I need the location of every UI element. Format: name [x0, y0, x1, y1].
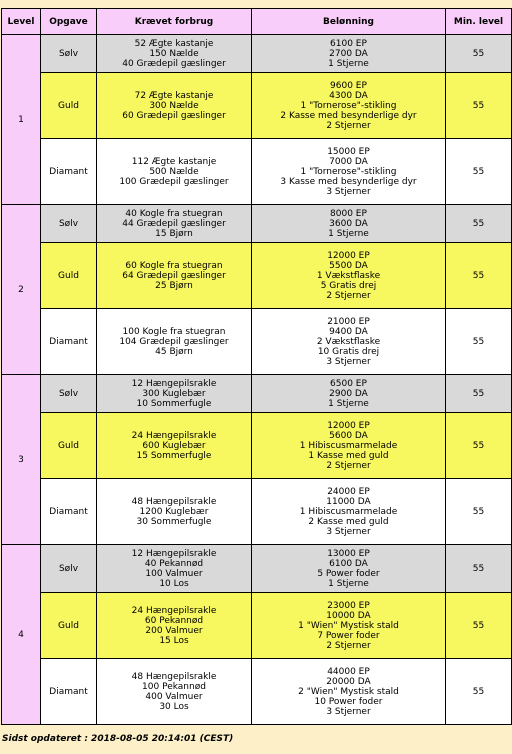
- reward-cell-line: 3 Stjerner: [326, 186, 371, 197]
- min-level-cell: 55: [446, 73, 512, 139]
- reward-cell-line: 1 Vækstflaske: [316, 270, 381, 281]
- required-cell: [97, 35, 252, 73]
- required-cell-line: 60 Grædepil gæslinger: [122, 110, 226, 121]
- table-header: [2, 9, 512, 35]
- reward-cell-line: 1 Stjerne: [328, 58, 369, 69]
- level-cell: 1: [2, 35, 41, 205]
- required-cell-line: 100 Kogle fra stuegran: [122, 326, 226, 337]
- required-cell-line: 24 Hængepilsrakle: [131, 605, 217, 616]
- reward-cell-line: 1 "Wien" Mystisk stald: [298, 620, 399, 631]
- required-cell-line: 60 Pekannød: [144, 615, 204, 626]
- min-level-cell: 55: [446, 205, 512, 243]
- reward-cell-line: 10 Gratis drej: [317, 346, 380, 357]
- required-cell: [97, 659, 252, 725]
- required-cell: [97, 205, 252, 243]
- required-cell: [97, 413, 252, 479]
- reward-cell-line: 1 "Tornerose"-stikling: [300, 166, 397, 177]
- min-level-cell: 55: [446, 545, 512, 593]
- reward-cell-line: 9400 DA: [329, 326, 368, 337]
- reward-cell-line: 2900 DA: [329, 388, 368, 399]
- reward-cell: [252, 413, 446, 479]
- reward-cell-line: 10000 DA: [326, 610, 371, 621]
- required-cell-line: 100 Grædepil gæslinger: [119, 176, 229, 187]
- min-level-cell: 55: [446, 659, 512, 725]
- table-row: [2, 659, 512, 725]
- reward-cell: [252, 73, 446, 139]
- reward-cell: [252, 309, 446, 375]
- reward-cell-line: 2 Stjerner: [326, 460, 371, 471]
- table-row: [2, 545, 512, 593]
- required-cell-line: 300 Kuglebær: [142, 388, 206, 399]
- task-type-cell: Diamant: [41, 479, 97, 545]
- reward-cell: [252, 139, 446, 205]
- required-cell-line: 12 Hængepilsrakle: [131, 378, 217, 389]
- reward-cell-line: 2 "Wien" Mystisk stald: [298, 686, 399, 697]
- reward-cell-line: 5600 DA: [329, 430, 368, 441]
- required-cell: [97, 139, 252, 205]
- table-row: [2, 243, 512, 309]
- reward-cell-line: 2 Stjerner: [326, 640, 371, 651]
- reward-cell-line: 1 Hibiscusmarmelade: [299, 506, 398, 517]
- required-cell-line: 15 Sommerfugle: [136, 450, 212, 461]
- reward-cell-line: 9600 EP: [330, 80, 367, 91]
- last-updated-text: Sidst opdateret : 2018-08-05 20:14:01 (CEST): [2, 734, 234, 744]
- reward-cell-line: 2 Stjerner: [326, 120, 371, 131]
- col-header-reward: Belønning: [252, 9, 446, 35]
- required-cell-line: 30 Los: [159, 701, 189, 712]
- reward-cell-line: 2 Kasse med besynderlige dyr: [280, 110, 417, 121]
- reward-cell-line: 20000 DA: [326, 676, 371, 687]
- required-cell-line: 24 Hængepilsrakle: [131, 430, 217, 441]
- reward-cell: [252, 659, 446, 725]
- required-cell-line: 200 Valmuer: [145, 625, 203, 636]
- required-cell-line: 1200 Kuglebær: [139, 506, 209, 517]
- required-cell: [97, 375, 252, 413]
- required-cell-line: 60 Kogle fra stuegran: [125, 260, 223, 271]
- required-cell-line: 500 Nælde: [149, 166, 199, 177]
- required-cell-line: 112 Ægte kastanje: [131, 156, 217, 167]
- reward-cell-line: 12000 EP: [327, 250, 370, 261]
- col-header-level: Level: [2, 9, 41, 35]
- task-type-cell: Guld: [41, 413, 97, 479]
- required-cell-line: 44 Grædepil gæslinger: [122, 218, 226, 229]
- reward-cell: [252, 205, 446, 243]
- task-type-cell: Diamant: [41, 309, 97, 375]
- required-cell-line: 52 Ægte kastanje: [134, 38, 214, 49]
- min-level-cell: 55: [446, 35, 512, 73]
- required-cell-line: 48 Hængepilsrakle: [131, 496, 217, 507]
- min-level-cell: 55: [446, 243, 512, 309]
- table-row: [2, 479, 512, 545]
- reward-cell: [252, 243, 446, 309]
- reward-cell-line: 21000 EP: [327, 316, 370, 327]
- reward-cell-line: 3600 DA: [329, 218, 368, 229]
- reward-cell-line: 10 Power foder: [314, 696, 383, 707]
- level-cell: 4: [2, 545, 41, 725]
- reward-cell: [252, 593, 446, 659]
- required-cell-line: 40 Kogle fra stuegran: [125, 208, 223, 219]
- reward-cell-line: 5 Power foder: [317, 568, 380, 579]
- required-cell: [97, 243, 252, 309]
- reward-cell-line: 7 Power foder: [317, 630, 380, 641]
- col-header-task: Opgave: [41, 9, 97, 35]
- reward-cell-line: 5 Gratis drej: [320, 280, 377, 291]
- task-table: [1, 8, 512, 725]
- required-cell-line: 40 Grædepil gæslinger: [122, 58, 226, 69]
- table-row: [2, 73, 512, 139]
- required-cell: [97, 309, 252, 375]
- reward-cell-line: 8000 EP: [330, 208, 367, 219]
- table-row: [2, 139, 512, 205]
- reward-cell-line: 13000 EP: [327, 548, 370, 559]
- min-level-cell: 55: [446, 593, 512, 659]
- reward-cell-line: 3 Kasse med besynderlige dyr: [280, 176, 417, 187]
- reward-cell-line: 2 Kasse med guld: [308, 516, 389, 527]
- required-cell: [97, 593, 252, 659]
- reward-cell: [252, 545, 446, 593]
- table-row: [2, 205, 512, 243]
- table-row: [2, 413, 512, 479]
- reward-cell-line: 1 "Tornerose"-stikling: [300, 100, 397, 111]
- task-type-cell: Diamant: [41, 659, 97, 725]
- reward-cell-line: 24000 EP: [327, 486, 370, 497]
- required-cell-line: 25 Bjørn: [155, 280, 193, 291]
- required-cell: [97, 545, 252, 593]
- reward-cell-line: 2 Vækstflaske: [316, 336, 381, 347]
- reward-cell-line: 3 Stjerner: [326, 526, 371, 537]
- min-level-cell: 55: [446, 479, 512, 545]
- required-cell-line: 15 Los: [159, 635, 189, 646]
- task-type-cell: Sølv: [41, 35, 97, 73]
- required-cell-line: 45 Bjørn: [155, 346, 193, 357]
- task-type-cell: Sølv: [41, 205, 97, 243]
- reward-cell-line: 1 Hibiscusmarmelade: [299, 440, 398, 451]
- required-cell-line: 600 Kuglebær: [142, 440, 206, 451]
- reward-cell: [252, 375, 446, 413]
- min-level-cell: 55: [446, 139, 512, 205]
- required-cell: [97, 479, 252, 545]
- reward-cell-line: 12000 EP: [327, 420, 370, 431]
- min-level-cell: 55: [446, 375, 512, 413]
- reward-cell-line: 15000 EP: [327, 146, 370, 157]
- required-cell-line: 48 Hængepilsrakle: [131, 671, 217, 682]
- required-cell-line: 64 Grædepil gæslinger: [122, 270, 226, 281]
- reward-cell-line: 6100 DA: [329, 558, 368, 569]
- min-level-cell: 55: [446, 413, 512, 479]
- reward-cell-line: 1 Stjerne: [328, 578, 369, 589]
- reward-cell-line: 1 Stjerne: [328, 398, 369, 409]
- min-level-cell: 55: [446, 309, 512, 375]
- required-cell-line: 40 Pekannød: [144, 558, 204, 569]
- header-row: [2, 9, 512, 35]
- task-type-cell: Sølv: [41, 375, 97, 413]
- table-row: [2, 309, 512, 375]
- level-cell: 3: [2, 375, 41, 545]
- task-type-cell: Diamant: [41, 139, 97, 205]
- required-cell-line: 30 Sommerfugle: [136, 516, 212, 527]
- reward-cell-line: 1 Stjerne: [328, 228, 369, 239]
- required-cell-line: 12 Hængepilsrakle: [131, 548, 217, 559]
- reward-cell-line: 6500 EP: [330, 378, 367, 389]
- reward-cell-line: 3 Stjerner: [326, 706, 371, 717]
- reward-cell-line: 44000 EP: [327, 666, 370, 677]
- required-cell-line: 104 Grædepil gæslinger: [119, 336, 229, 347]
- required-cell-line: 150 Nælde: [149, 48, 199, 59]
- col-header-required: Krævet forbrug: [97, 9, 252, 35]
- reward-cell-line: 3 Stjerner: [326, 356, 371, 367]
- level-cell: 2: [2, 205, 41, 375]
- table-body: [2, 35, 512, 725]
- reward-cell-line: 11000 DA: [326, 496, 371, 507]
- reward-cell: [252, 479, 446, 545]
- task-type-cell: Guld: [41, 243, 97, 309]
- task-type-cell: Guld: [41, 73, 97, 139]
- reward-cell-line: 1 Kasse med guld: [308, 450, 389, 461]
- required-cell: [97, 73, 252, 139]
- reward-cell-line: 6100 EP: [330, 38, 367, 49]
- reward-cell-line: 23000 EP: [327, 600, 370, 611]
- required-cell-line: 100 Valmuer: [145, 568, 203, 579]
- reward-cell: [252, 35, 446, 73]
- reward-cell-line: 7000 DA: [329, 156, 368, 167]
- col-header-min-level: Min. level: [446, 9, 512, 35]
- task-type-cell: Guld: [41, 593, 97, 659]
- task-type-cell: Sølv: [41, 545, 97, 593]
- required-cell-line: 10 Los: [159, 578, 189, 589]
- table-row: [2, 593, 512, 659]
- required-cell-line: 300 Nælde: [149, 100, 199, 111]
- table-row: [2, 375, 512, 413]
- required-cell-line: 72 Ægte kastanje: [134, 90, 214, 101]
- table-row: [2, 35, 512, 73]
- required-cell-line: 15 Bjørn: [155, 228, 193, 239]
- required-cell-line: 100 Pekannød: [142, 681, 206, 692]
- reward-cell-line: 5500 DA: [329, 260, 368, 271]
- reward-cell-line: 4300 DA: [329, 90, 368, 101]
- required-cell-line: 10 Sommerfugle: [136, 398, 212, 409]
- required-cell-line: 400 Valmuer: [145, 691, 203, 702]
- reward-cell-line: 2 Stjerner: [326, 290, 371, 301]
- reward-cell-line: 2700 DA: [329, 48, 368, 59]
